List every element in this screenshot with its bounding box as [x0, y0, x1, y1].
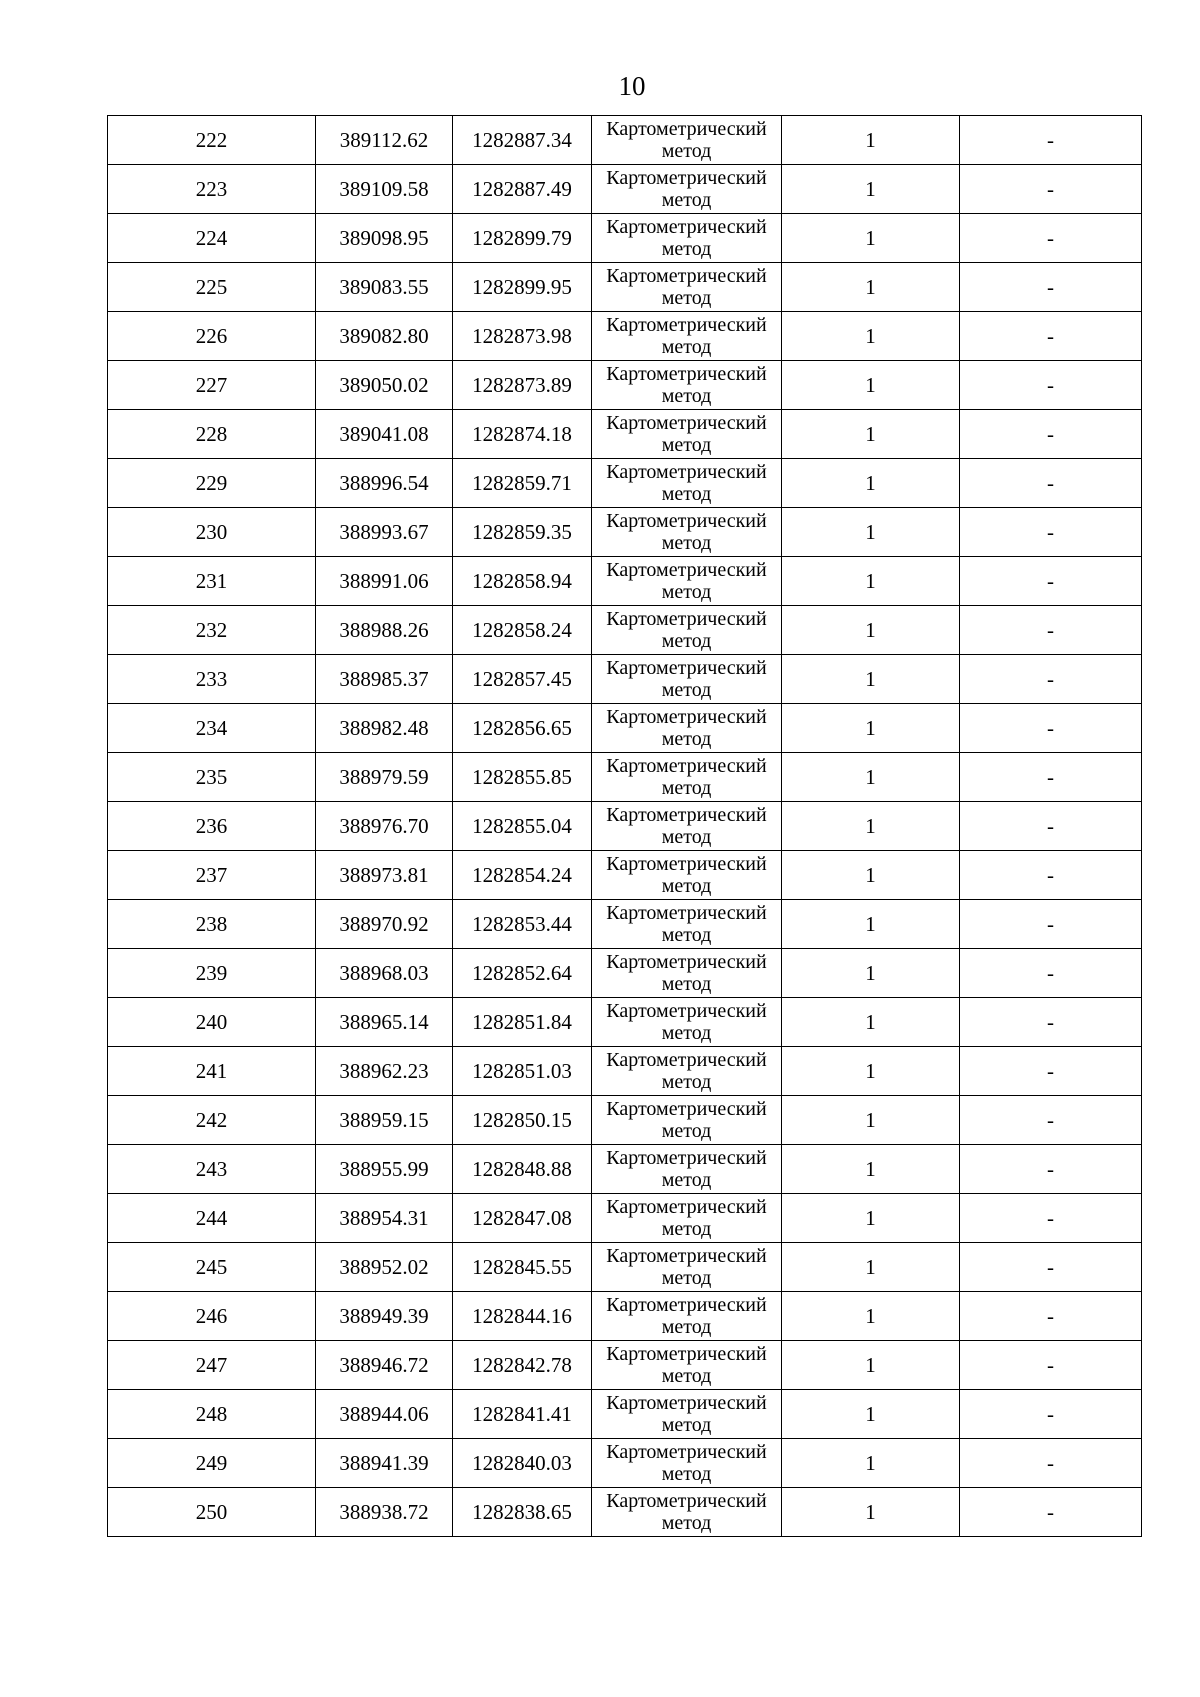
method-label-line2: метод [661, 1022, 712, 1044]
method-label-line1: Картометрический [606, 265, 767, 287]
accuracy-cell: 1 [782, 655, 960, 704]
method-label-line1: Картометрический [606, 951, 767, 973]
note-cell: - [960, 410, 1142, 459]
method-label-line2: метод [661, 336, 712, 358]
note-cell: - [960, 900, 1142, 949]
accuracy-cell: 1 [782, 949, 960, 998]
y-coordinate-cell: 1282838.65 [453, 1488, 592, 1537]
method-label-line1: Картометрический [606, 1392, 767, 1414]
method-label-line2: метод [661, 924, 712, 946]
method-label-line1: Картометрический [606, 755, 767, 777]
y-coordinate-cell: 1282852.64 [453, 949, 592, 998]
method-cell [592, 1243, 782, 1292]
method-cell [592, 900, 782, 949]
method-cell [592, 1096, 782, 1145]
x-coordinate-cell: 388949.39 [316, 1292, 453, 1341]
table-row [108, 1096, 1142, 1145]
point-number-cell: 231 [108, 557, 316, 606]
method-label-line1: Картометрический [606, 118, 767, 140]
method-label-line1: Картометрический [606, 167, 767, 189]
method-cell [592, 1439, 782, 1488]
method-cell [592, 1341, 782, 1390]
method-label-line1: Картометрический [606, 1000, 767, 1022]
method-label-line1: Картометрический [606, 1343, 767, 1365]
method-label-line1: Картометрический [606, 706, 767, 728]
note-cell: - [960, 802, 1142, 851]
method-label-line1: Картометрический [606, 804, 767, 826]
y-coordinate-cell: 1282844.16 [453, 1292, 592, 1341]
x-coordinate-cell: 388993.67 [316, 508, 453, 557]
method-label-line2: метод [661, 1512, 712, 1534]
point-number-cell: 235 [108, 753, 316, 802]
method-label-line1: Картометрический [606, 902, 767, 924]
method-label-line2: метод [661, 1218, 712, 1240]
x-coordinate-cell: 388970.92 [316, 900, 453, 949]
method-label-line1: Картометрический [606, 314, 767, 336]
x-coordinate-cell: 388952.02 [316, 1243, 453, 1292]
y-coordinate-cell: 1282842.78 [453, 1341, 592, 1390]
point-number-cell: 239 [108, 949, 316, 998]
accuracy-cell: 1 [782, 1292, 960, 1341]
point-number-cell: 225 [108, 263, 316, 312]
note-cell: - [960, 459, 1142, 508]
x-coordinate-cell: 388973.81 [316, 851, 453, 900]
x-coordinate-cell: 388988.26 [316, 606, 453, 655]
method-label-line1: Картометрический [606, 510, 767, 532]
x-coordinate-cell: 388965.14 [316, 998, 453, 1047]
x-coordinate-cell: 388944.06 [316, 1390, 453, 1439]
y-coordinate-cell: 1282854.24 [453, 851, 592, 900]
table-row [108, 312, 1142, 361]
table-row [108, 410, 1142, 459]
point-number-cell: 243 [108, 1145, 316, 1194]
method-cell [592, 165, 782, 214]
method-label-line1: Картометрический [606, 853, 767, 875]
x-coordinate-cell: 389041.08 [316, 410, 453, 459]
y-coordinate-cell: 1282859.35 [453, 508, 592, 557]
accuracy-cell: 1 [782, 802, 960, 851]
point-number-cell: 227 [108, 361, 316, 410]
y-coordinate-cell: 1282856.65 [453, 704, 592, 753]
table-row [108, 1243, 1142, 1292]
y-coordinate-cell: 1282858.94 [453, 557, 592, 606]
method-cell [592, 214, 782, 263]
point-number-cell: 246 [108, 1292, 316, 1341]
accuracy-cell: 1 [782, 753, 960, 802]
y-coordinate-cell: 1282874.18 [453, 410, 592, 459]
note-cell: - [960, 1439, 1142, 1488]
x-coordinate-cell: 388991.06 [316, 557, 453, 606]
x-coordinate-cell: 388962.23 [316, 1047, 453, 1096]
page-number: 10 [618, 71, 646, 101]
point-number-cell: 237 [108, 851, 316, 900]
table-body [108, 116, 1142, 1537]
table-row [108, 998, 1142, 1047]
table-row [108, 165, 1142, 214]
method-label-line1: Картометрический [606, 1147, 767, 1169]
y-coordinate-cell: 1282887.34 [453, 116, 592, 165]
x-coordinate-cell: 389082.80 [316, 312, 453, 361]
method-cell [592, 508, 782, 557]
table-row [108, 263, 1142, 312]
x-coordinate-cell: 389098.95 [316, 214, 453, 263]
accuracy-cell: 1 [782, 1341, 960, 1390]
table-row [108, 753, 1142, 802]
table-row [108, 851, 1142, 900]
method-label-line2: метод [661, 1071, 712, 1093]
accuracy-cell: 1 [782, 116, 960, 165]
accuracy-cell: 1 [782, 606, 960, 655]
y-coordinate-cell: 1282841.41 [453, 1390, 592, 1439]
table-row [108, 655, 1142, 704]
table-row [108, 949, 1142, 998]
y-coordinate-cell: 1282873.89 [453, 361, 592, 410]
method-label-line2: метод [661, 1316, 712, 1338]
method-label-line1: Картометрический [606, 363, 767, 385]
table-row [108, 557, 1142, 606]
accuracy-cell: 1 [782, 410, 960, 459]
y-coordinate-cell: 1282847.08 [453, 1194, 592, 1243]
accuracy-cell: 1 [782, 1488, 960, 1537]
y-coordinate-cell: 1282887.49 [453, 165, 592, 214]
method-label-line1: Картометрический [606, 412, 767, 434]
method-label-line2: метод [661, 679, 712, 701]
x-coordinate-cell: 388959.15 [316, 1096, 453, 1145]
method-label-line2: метод [661, 1414, 712, 1436]
method-label-line2: метод [661, 238, 712, 260]
method-cell [592, 1292, 782, 1341]
table-row [108, 802, 1142, 851]
point-number-cell: 226 [108, 312, 316, 361]
x-coordinate-cell: 388985.37 [316, 655, 453, 704]
method-label-line2: метод [661, 826, 712, 848]
method-cell [592, 655, 782, 704]
method-cell [592, 998, 782, 1047]
method-cell [592, 949, 782, 998]
method-label-line2: метод [661, 777, 712, 799]
method-label-line2: метод [661, 532, 712, 554]
table-row [108, 704, 1142, 753]
table-row [108, 900, 1142, 949]
method-cell [592, 704, 782, 753]
method-cell [592, 851, 782, 900]
method-cell [592, 1488, 782, 1537]
x-coordinate-cell: 389112.62 [316, 116, 453, 165]
method-label-line1: Картометрический [606, 608, 767, 630]
table-row [108, 1292, 1142, 1341]
method-label-line1: Картометрический [606, 461, 767, 483]
method-cell [592, 606, 782, 655]
y-coordinate-cell: 1282851.03 [453, 1047, 592, 1096]
accuracy-cell: 1 [782, 851, 960, 900]
method-cell [592, 361, 782, 410]
y-coordinate-cell: 1282858.24 [453, 606, 592, 655]
method-label-line1: Картометрический [606, 559, 767, 581]
point-number-cell: 245 [108, 1243, 316, 1292]
method-cell [592, 116, 782, 165]
accuracy-cell: 1 [782, 1390, 960, 1439]
method-label-line1: Картометрический [606, 657, 767, 679]
point-number-cell: 242 [108, 1096, 316, 1145]
point-number-cell: 250 [108, 1488, 316, 1537]
note-cell: - [960, 704, 1142, 753]
method-cell [592, 557, 782, 606]
point-number-cell: 241 [108, 1047, 316, 1096]
note-cell: - [960, 1292, 1142, 1341]
x-coordinate-cell: 388982.48 [316, 704, 453, 753]
x-coordinate-cell: 388946.72 [316, 1341, 453, 1390]
note-cell: - [960, 1488, 1142, 1537]
point-number-cell: 248 [108, 1390, 316, 1439]
x-coordinate-cell: 388941.39 [316, 1439, 453, 1488]
point-number-cell: 249 [108, 1439, 316, 1488]
method-label-line2: метод [661, 1169, 712, 1191]
table-row [108, 606, 1142, 655]
point-number-cell: 229 [108, 459, 316, 508]
method-label-line2: метод [661, 1120, 712, 1142]
x-coordinate-cell: 388996.54 [316, 459, 453, 508]
note-cell: - [960, 753, 1142, 802]
point-number-cell: 236 [108, 802, 316, 851]
table-row [108, 459, 1142, 508]
method-cell [592, 410, 782, 459]
y-coordinate-cell: 1282859.71 [453, 459, 592, 508]
method-label-line1: Картометрический [606, 1490, 767, 1512]
note-cell: - [960, 1047, 1142, 1096]
method-cell [592, 1145, 782, 1194]
method-label-line2: метод [661, 189, 712, 211]
y-coordinate-cell: 1282855.85 [453, 753, 592, 802]
method-label-line1: Картометрический [606, 216, 767, 238]
note-cell: - [960, 508, 1142, 557]
coordinates-table [107, 115, 1142, 1537]
accuracy-cell: 1 [782, 1243, 960, 1292]
y-coordinate-cell: 1282857.45 [453, 655, 592, 704]
method-label-line2: метод [661, 140, 712, 162]
accuracy-cell: 1 [782, 165, 960, 214]
point-number-cell: 238 [108, 900, 316, 949]
accuracy-cell: 1 [782, 1096, 960, 1145]
accuracy-cell: 1 [782, 1194, 960, 1243]
table-row [108, 1341, 1142, 1390]
table-row [108, 1390, 1142, 1439]
note-cell: - [960, 1341, 1142, 1390]
method-label-line2: метод [661, 1463, 712, 1485]
point-number-cell: 224 [108, 214, 316, 263]
x-coordinate-cell: 389109.58 [316, 165, 453, 214]
method-label-line1: Картометрический [606, 1245, 767, 1267]
y-coordinate-cell: 1282855.04 [453, 802, 592, 851]
y-coordinate-cell: 1282851.84 [453, 998, 592, 1047]
method-label-line1: Картометрический [606, 1441, 767, 1463]
table-row [108, 1047, 1142, 1096]
accuracy-cell: 1 [782, 1047, 960, 1096]
note-cell: - [960, 606, 1142, 655]
x-coordinate-cell: 389083.55 [316, 263, 453, 312]
y-coordinate-cell: 1282853.44 [453, 900, 592, 949]
method-label-line1: Картометрический [606, 1098, 767, 1120]
table-row [108, 116, 1142, 165]
note-cell: - [960, 949, 1142, 998]
method-cell [592, 1047, 782, 1096]
y-coordinate-cell: 1282840.03 [453, 1439, 592, 1488]
accuracy-cell: 1 [782, 214, 960, 263]
y-coordinate-cell: 1282899.79 [453, 214, 592, 263]
note-cell: - [960, 851, 1142, 900]
point-number-cell: 230 [108, 508, 316, 557]
point-number-cell: 244 [108, 1194, 316, 1243]
table-row [108, 1194, 1142, 1243]
table-row [108, 361, 1142, 410]
accuracy-cell: 1 [782, 704, 960, 753]
point-number-cell: 234 [108, 704, 316, 753]
table-row [108, 214, 1142, 263]
method-cell [592, 459, 782, 508]
accuracy-cell: 1 [782, 900, 960, 949]
method-label-line1: Картометрический [606, 1196, 767, 1218]
method-cell [592, 312, 782, 361]
note-cell: - [960, 214, 1142, 263]
note-cell: - [960, 116, 1142, 165]
method-cell [592, 753, 782, 802]
x-coordinate-cell: 388968.03 [316, 949, 453, 998]
accuracy-cell: 1 [782, 459, 960, 508]
note-cell: - [960, 1145, 1142, 1194]
y-coordinate-cell: 1282848.88 [453, 1145, 592, 1194]
method-label-line2: метод [661, 581, 712, 603]
method-label-line2: метод [661, 385, 712, 407]
method-label-line1: Картометрический [606, 1049, 767, 1071]
note-cell: - [960, 655, 1142, 704]
table-row [108, 1439, 1142, 1488]
note-cell: - [960, 312, 1142, 361]
point-number-cell: 233 [108, 655, 316, 704]
accuracy-cell: 1 [782, 508, 960, 557]
method-label-line2: метод [661, 483, 712, 505]
accuracy-cell: 1 [782, 263, 960, 312]
table-row [108, 1488, 1142, 1537]
note-cell: - [960, 1390, 1142, 1439]
point-number-cell: 223 [108, 165, 316, 214]
point-number-cell: 240 [108, 998, 316, 1047]
method-label-line2: метод [661, 630, 712, 652]
method-label-line2: метод [661, 1365, 712, 1387]
x-coordinate-cell: 388938.72 [316, 1488, 453, 1537]
method-cell [592, 1390, 782, 1439]
point-number-cell: 232 [108, 606, 316, 655]
table-row [108, 508, 1142, 557]
point-number-cell: 228 [108, 410, 316, 459]
accuracy-cell: 1 [782, 361, 960, 410]
note-cell: - [960, 165, 1142, 214]
accuracy-cell: 1 [782, 998, 960, 1047]
accuracy-cell: 1 [782, 312, 960, 361]
x-coordinate-cell: 388979.59 [316, 753, 453, 802]
y-coordinate-cell: 1282845.55 [453, 1243, 592, 1292]
accuracy-cell: 1 [782, 1439, 960, 1488]
accuracy-cell: 1 [782, 557, 960, 606]
method-label-line2: метод [661, 287, 712, 309]
method-label-line2: метод [661, 1267, 712, 1289]
y-coordinate-cell: 1282899.95 [453, 263, 592, 312]
method-label-line2: метод [661, 728, 712, 750]
note-cell: - [960, 1096, 1142, 1145]
method-label-line2: метод [661, 973, 712, 995]
point-number-cell: 247 [108, 1341, 316, 1390]
method-label-line1: Картометрический [606, 1294, 767, 1316]
note-cell: - [960, 1243, 1142, 1292]
method-label-line2: метод [661, 434, 712, 456]
note-cell: - [960, 263, 1142, 312]
note-cell: - [960, 1194, 1142, 1243]
note-cell: - [960, 361, 1142, 410]
note-cell: - [960, 998, 1142, 1047]
method-cell [592, 263, 782, 312]
method-cell [592, 1194, 782, 1243]
accuracy-cell: 1 [782, 1145, 960, 1194]
point-number-cell: 222 [108, 116, 316, 165]
x-coordinate-cell: 388954.31 [316, 1194, 453, 1243]
y-coordinate-cell: 1282873.98 [453, 312, 592, 361]
method-cell [592, 802, 782, 851]
x-coordinate-cell: 389050.02 [316, 361, 453, 410]
x-coordinate-cell: 388955.99 [316, 1145, 453, 1194]
method-label-line2: метод [661, 875, 712, 897]
y-coordinate-cell: 1282850.15 [453, 1096, 592, 1145]
note-cell: - [960, 557, 1142, 606]
x-coordinate-cell: 388976.70 [316, 802, 453, 851]
table-row [108, 1145, 1142, 1194]
